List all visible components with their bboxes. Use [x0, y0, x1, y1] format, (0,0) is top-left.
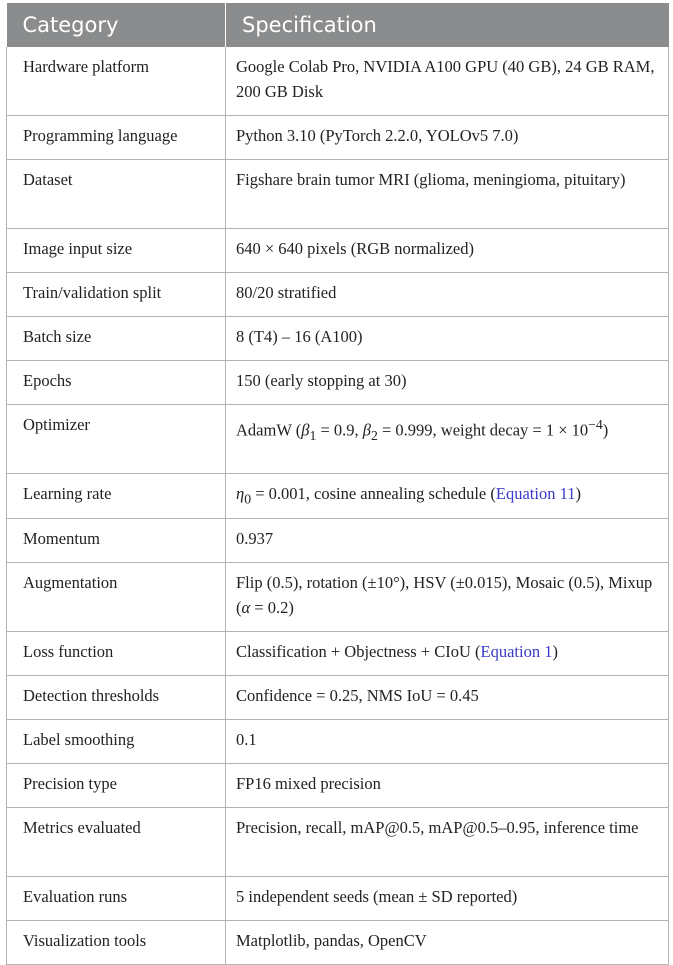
category-cell: Batch size [7, 317, 226, 361]
category-cell: Momentum [7, 519, 226, 563]
table-row [7, 519, 669, 563]
spec-cell: 5 independent seeds (mean ± SD reported) [226, 877, 669, 921]
category-cell: Visualization tools [7, 921, 226, 965]
spec-table-container [6, 3, 668, 965]
category-cell: Hardware platform [7, 47, 226, 116]
table-row [7, 676, 669, 720]
header-row [7, 3, 669, 47]
table-row [7, 764, 669, 808]
spec-cell: 640 × 640 pixels (RGB normalized) [226, 229, 669, 273]
category-cell: Learning rate [7, 474, 226, 519]
category-cell: Loss function [7, 632, 226, 676]
category-cell: Precision type [7, 764, 226, 808]
table-row [7, 47, 669, 116]
spec-cell: 0.937 [226, 519, 669, 563]
category-cell: Optimizer [7, 405, 226, 474]
spec-table [6, 3, 669, 965]
table-row [7, 921, 669, 965]
table-row [7, 361, 669, 405]
table-header [7, 3, 669, 47]
beta-symbol: β [362, 420, 371, 440]
category-cell: Programming language [7, 116, 226, 160]
spec-cell: Flip (0.5), rotation (±10°), HSV (±0.015), Mosaic (0.5), Mixup (α = 0.2) [226, 563, 669, 632]
spec-cell: 150 (early stopping at 30) [226, 361, 669, 405]
spec-cell: FP16 mixed precision [226, 764, 669, 808]
table-row [7, 632, 669, 676]
spec-cell: Google Colab Pro, NVIDIA A100 GPU (40 GB), 24 GB RAM, 200 GB Disk [226, 47, 669, 116]
category-cell: Evaluation runs [7, 877, 226, 921]
category-cell: Metrics evaluated [7, 808, 226, 877]
table-row [7, 273, 669, 317]
header-specification: Specification [226, 3, 669, 47]
spec-cell: 0.1 [226, 720, 669, 764]
eta-symbol: η [236, 484, 245, 503]
table-row [7, 563, 669, 632]
alpha-symbol: α [241, 598, 251, 618]
table-row [7, 229, 669, 273]
category-cell: Train/validation split [7, 273, 226, 317]
table-row [7, 474, 669, 519]
category-cell: Epochs [7, 361, 226, 405]
header-category: Category [7, 3, 226, 47]
spec-cell: Confidence = 0.25, NMS IoU = 0.45 [226, 676, 669, 720]
spec-cell: AdamW ($\beta_1 = 0.9$, $\beta_2 = 0.999$, weight decay = $1 \times 10^{-4}$) [226, 405, 669, 474]
table-row [7, 720, 669, 764]
spec-cell: Matplotlib, pandas, OpenCV [226, 921, 669, 965]
spec-cell: Precision, recall, mAP@0.5, mAP@0.5–0.95, inference time [226, 808, 669, 877]
table-body [7, 47, 669, 965]
category-cell: Augmentation [7, 563, 226, 632]
spec-cell: Figshare brain tumor MRI (glioma, meningioma, pituitary) [226, 160, 669, 229]
category-cell: Dataset [7, 160, 226, 229]
beta-symbol: β [301, 420, 310, 440]
table-row [7, 317, 669, 361]
equation-11-link[interactable]: Equation 11 [495, 484, 576, 503]
table-row [7, 808, 669, 877]
spec-cell: Python 3.10 (PyTorch 2.2.0, YOLOv5 7.0) [226, 116, 669, 160]
equation-1-link[interactable]: Equation 1 [480, 642, 553, 662]
table-row [7, 160, 669, 229]
table-row [7, 405, 669, 474]
spec-cell: $\eta_0 = 0.001$, cosine annealing schedule (Equation 11) [226, 474, 669, 519]
spec-cell: Classification + Objectness + CIoU (Equation 1) [226, 632, 669, 676]
category-cell: Label smoothing [7, 720, 226, 764]
category-cell: Image input size [7, 229, 226, 273]
spec-cell: 80/20 stratified [226, 273, 669, 317]
table-row [7, 116, 669, 160]
table-row [7, 877, 669, 921]
spec-cell: 8 (T4) – 16 (A100) [226, 317, 669, 361]
category-cell: Detection thresholds [7, 676, 226, 720]
